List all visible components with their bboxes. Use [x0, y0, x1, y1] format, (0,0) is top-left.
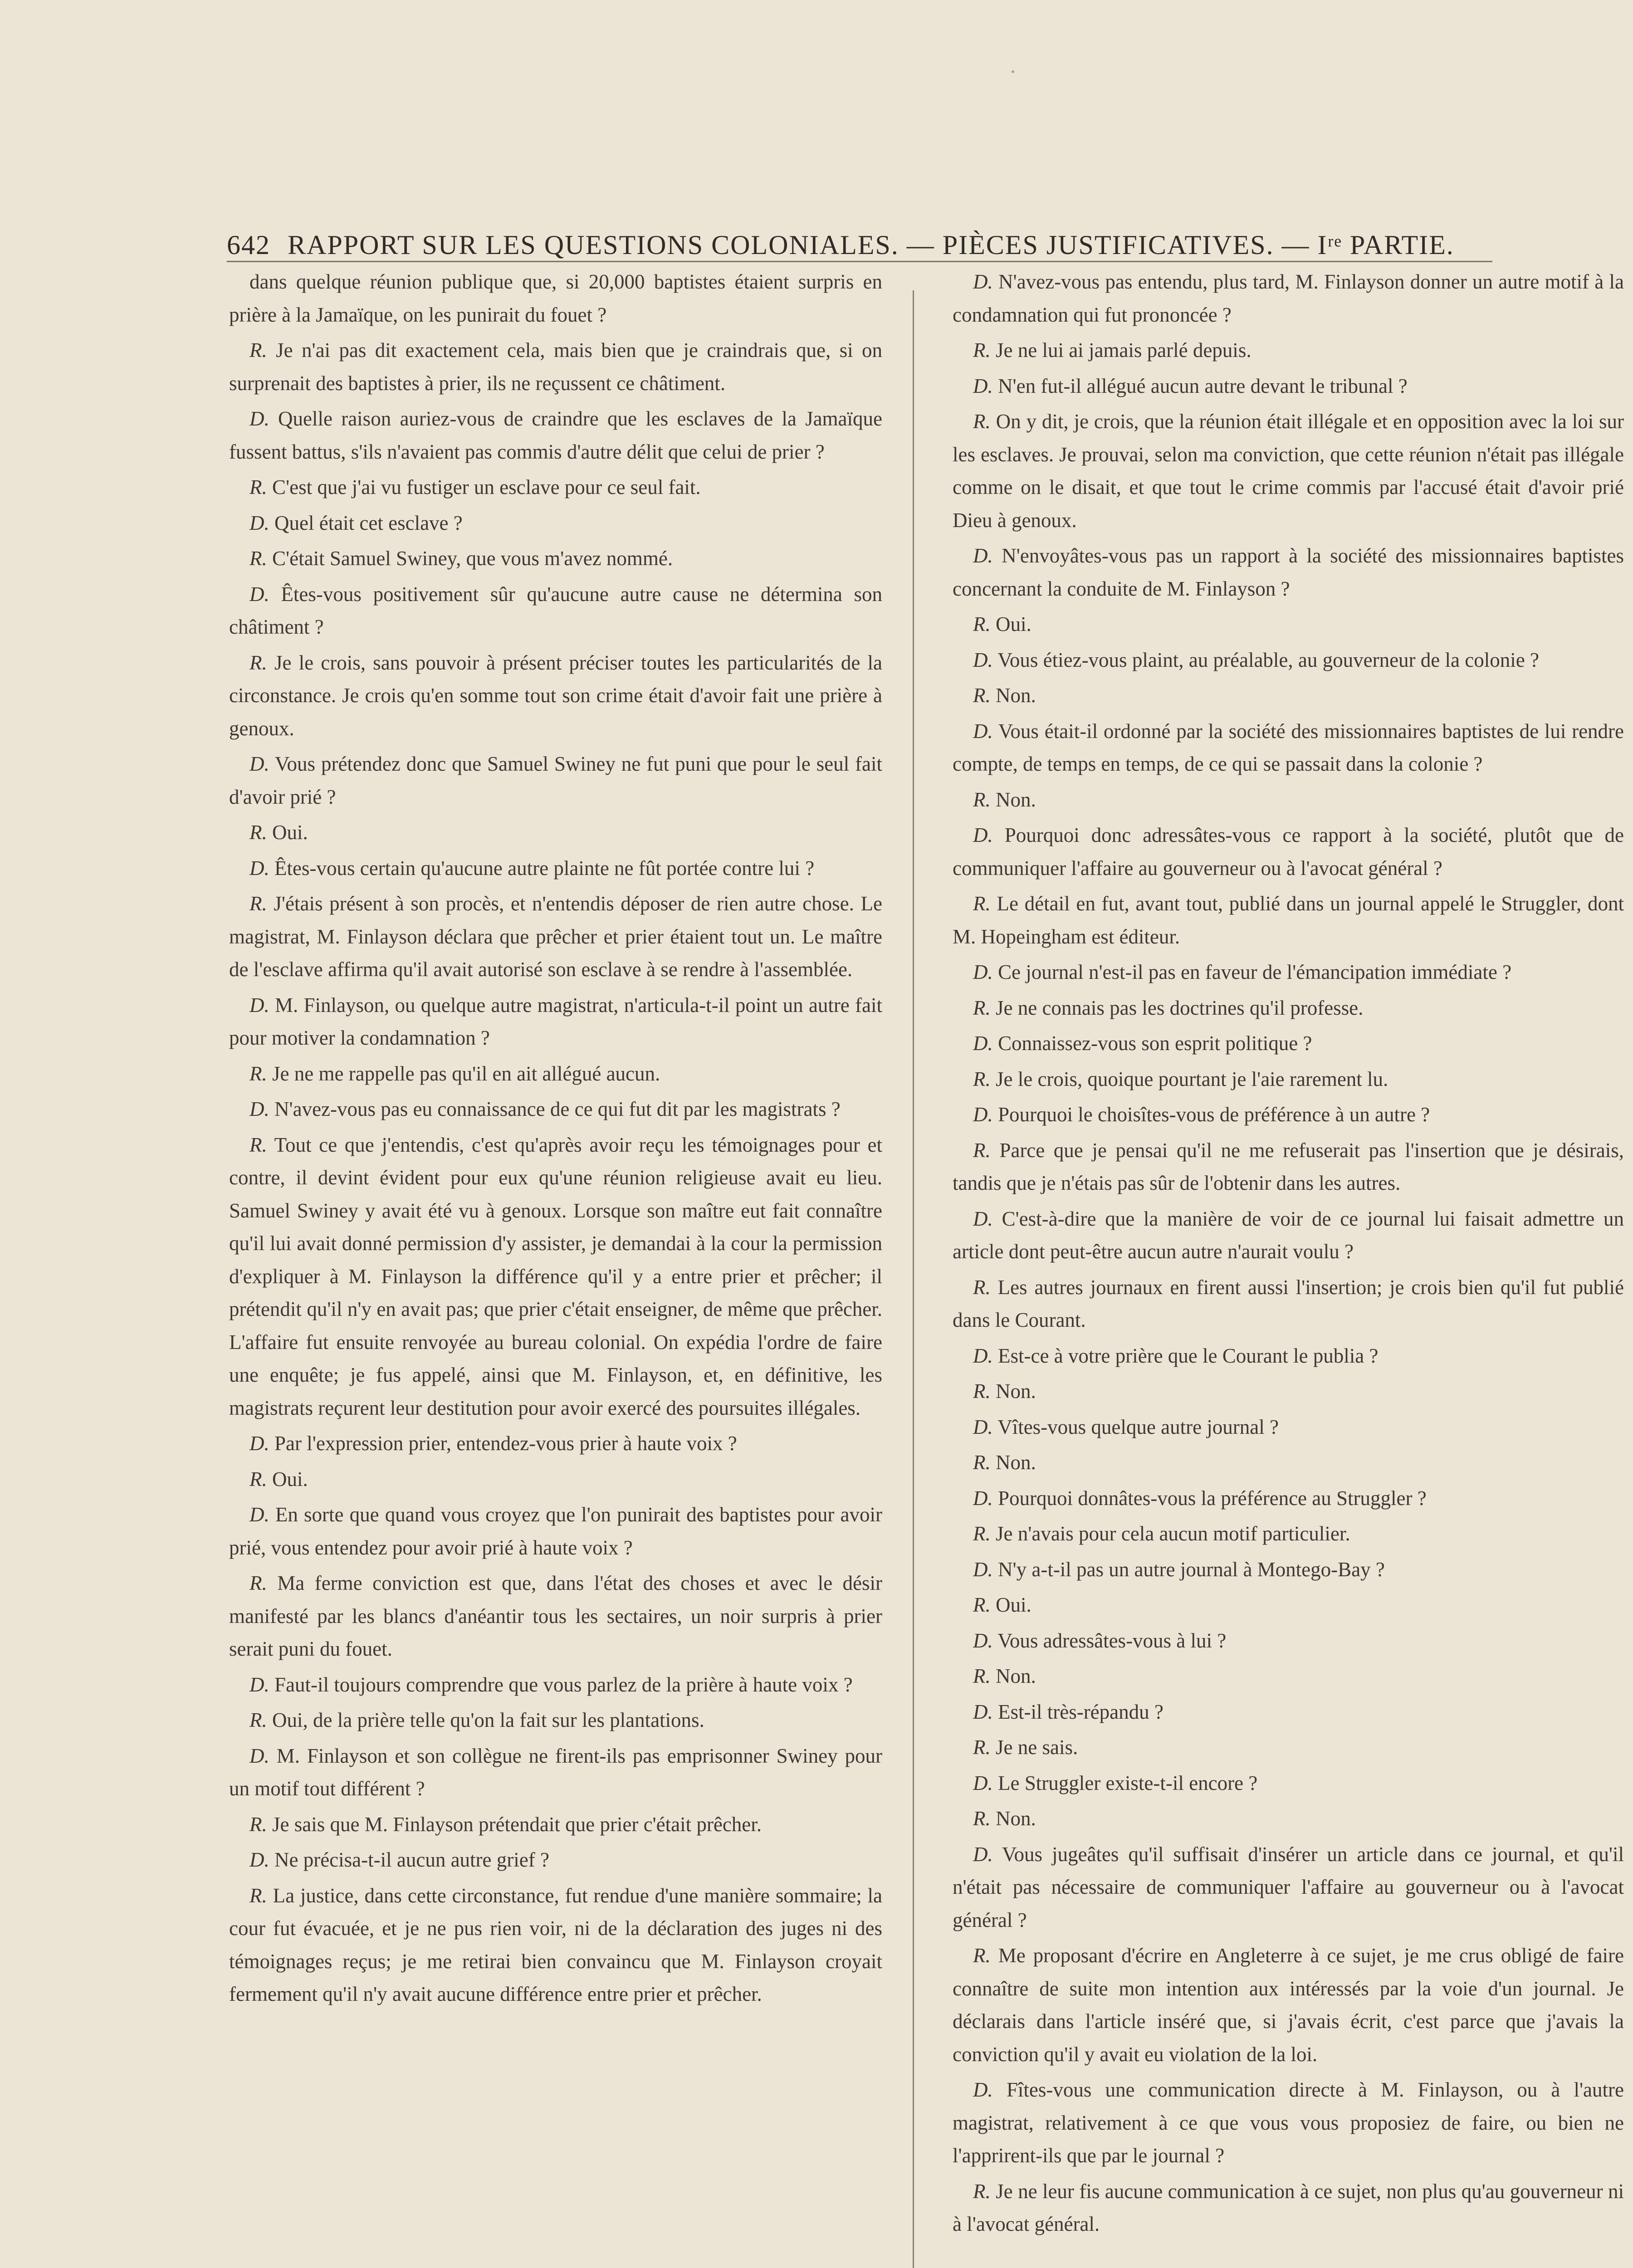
dialogue-paragraph [953, 956, 1624, 989]
speaker-label: D. [249, 582, 269, 606]
speaker-label: R. [973, 684, 991, 707]
paragraph-text: Tout ce que j'entendis, c'est qu'après avoir reçu les témoignages pour et contre, il devint évident pour eux qu'une réunion religieuse avait eu lieu. Samuel Swiney y avait été vu à genoux. Lorsque son maître eut fait connaître qu'il lui avait donné permission d'y assister, je demandai à la cour la permission d'expliquer à M. Finlayson la différence qu'il y a entre prier et prêcher; il prétendit qu'il n'y en avait pas; que prier c'était enseigner, de même que prêcher. L'affaire fut ensuite renvoyée au bureau colonial. On expédia l'ordre de faire une enquête; je fus appelé, ainsi que M. Finlayson, et, en définitive, les magistrats reçurent leur destitution pour avoir exercé des poursuites illégales. [229, 1133, 882, 1419]
dialogue-paragraph [229, 1093, 882, 1126]
dialogue-paragraph [229, 887, 882, 986]
paragraph-text: Vous étiez-vous plaint, au préalable, au gouverneur de la colonie ? [997, 648, 1539, 671]
dialogue-paragraph [953, 1339, 1624, 1373]
dialogue-paragraph [953, 405, 1624, 537]
speaker-label: D. [249, 753, 269, 775]
speaker-label: R. [973, 1593, 991, 1616]
speaker-label: D. [973, 1103, 993, 1126]
dialogue-paragraph [953, 1134, 1624, 1200]
speaker-label: R. [249, 547, 267, 570]
dialogue-paragraph [953, 334, 1624, 367]
paragraph-text: N'envoyâtes-vous pas un rapport à la société des missionnaires baptistes concernant la conduite de M. Finlayson ? [953, 544, 1624, 600]
speaker-label: R. [973, 1067, 991, 1090]
dialogue-paragraph [953, 1098, 1624, 1131]
speaker-label: D. [973, 648, 993, 671]
dialogue-paragraph [229, 1668, 882, 1701]
paragraph-text: Je ne leur fis aucune communication à ce sujet, non plus qu'au gouverneur ni à l'avocat général. [953, 2180, 1624, 2235]
dialogue-paragraph [953, 608, 1624, 641]
dialogue-paragraph [229, 1057, 882, 1090]
speaker-label: R. [973, 1736, 991, 1759]
dialogue-paragraph [229, 852, 882, 885]
dialogue-paragraph [229, 334, 882, 400]
speaker-label: D. [973, 719, 993, 743]
speaker-label: D. [973, 1629, 993, 1652]
paragraph-text: Parce que je pensai qu'il ne me refuserait pas l'insertion que je désirais, tandis que je n'étais pas sûr de l'obtenir dans les autres. [953, 1139, 1624, 1194]
paragraph-text: Oui. [272, 1467, 308, 1491]
speaker-label: R. [973, 1522, 991, 1545]
dialogue-paragraph [953, 1939, 1624, 2071]
dialogue-paragraph [229, 578, 882, 644]
paragraph-text: Non. [996, 1665, 1036, 1687]
dialogue-paragraph [953, 1517, 1624, 1550]
speaker-label: R. [973, 410, 991, 433]
dialogue-paragraph [229, 1740, 882, 1805]
speaker-label: D. [249, 1744, 269, 1767]
dialogue-paragraph [229, 1498, 882, 1564]
paragraph-text: Ne précisa-t-il aucun autre grief ? [274, 1848, 549, 1871]
paragraph-text: C'était Samuel Swiney, que vous m'avez nommé. [272, 547, 673, 570]
paragraph-text: La justice, dans cette circonstance, fut rendue d'une manière sommaire; la cour fut évacuée, et je ne pus rien voir, ni de la déclaration des juges ni des témoignages reçus; je me retirai bien convaincu que M. Finlayson croyait fermement qu'il n'y avait aucune différence entre prier et prêcher. [229, 1884, 883, 2005]
paragraph-text: Pourquoi donnâtes-vous la préférence au Struggler ? [998, 1486, 1427, 1510]
speaker-label: D. [249, 856, 269, 880]
dialogue-paragraph [953, 644, 1624, 677]
paragraph-text: C'est-à-dire que la manière de voir de ce journal lui faisait admettre un article dont peut-être aucun autre n'aurait voulu ? [953, 1207, 1624, 1263]
speaker-label: R. [973, 1665, 991, 1687]
speaker-label: D. [249, 993, 269, 1017]
speaker-label: D. [973, 961, 993, 983]
dialogue-paragraph [229, 1704, 882, 1737]
speaker-label: R. [249, 1813, 267, 1836]
dialogue-paragraph [229, 1129, 882, 1425]
paragraph-text: Le Struggler existe-t-il encore ? [998, 1771, 1258, 1794]
paragraph-text: Oui. [996, 613, 1032, 635]
paragraph-text: Je ne sais. [996, 1736, 1078, 1759]
dialogue-paragraph [229, 542, 882, 575]
dialogue-paragraph [229, 1427, 882, 1460]
paragraph-text: Je le crois, sans pouvoir à présent préciser toutes les particularités de la circonstance. Je crois qu'en somme tout son crime était d'avoir fait une prière à genoux. [229, 651, 882, 740]
paragraph-text: Vous était-il ordonné par la société des missionnaires baptistes de lui rendre compte, de temps en temps, de ce qui se passait dans la colonie ? [953, 719, 1624, 775]
speaker-label: R. [973, 1451, 991, 1474]
speaker-label: R. [249, 1884, 267, 1907]
dialogue-paragraph [953, 539, 1624, 605]
speaker-label: D. [249, 1673, 269, 1696]
speaker-label: D. [973, 1032, 993, 1055]
paragraph-text: Non. [996, 1807, 1036, 1830]
speaker-label: D. [249, 1848, 269, 1871]
dialogue-paragraph [953, 1838, 1624, 1937]
paragraph-text: Je ne connais pas les doctrines qu'il professe. [996, 996, 1364, 1019]
dialogue-paragraph [953, 1375, 1624, 1408]
paragraph-text: Pourquoi le choisîtes-vous de préférence à un autre ? [998, 1103, 1430, 1126]
speaker-label: D. [973, 1486, 993, 1510]
dialogue-paragraph [953, 783, 1624, 816]
paragraph-text: Le détail en fut, avant tout, publié dans un journal appelé le Struggler, dont M. Hopeingham est éditeur. [953, 892, 1624, 948]
dialogue-paragraph [953, 265, 1624, 331]
speaker-label: D. [249, 511, 269, 534]
dialogue-paragraph [229, 1463, 882, 1496]
paragraph-text: Êtes-vous certain qu'aucune autre plainte ne fût portée contre lui ? [274, 856, 815, 880]
dialogue-paragraph [953, 679, 1624, 712]
paragraph-text: Non. [996, 1380, 1036, 1403]
dialogue-paragraph [229, 471, 882, 504]
paragraph-text: J'étais présent à son procès, et n'entendis déposer de rien autre chose. Le magistrat, M. Finlayson déclara que prêcher et prier étaient tout un. Le maître de l'esclave affirma qu'il avait autorisé son esclave à se rendre à l'assemblée. [229, 892, 882, 981]
paragraph-text: M. Finlayson et son collègue ne firent-ils pas emprisonner Swiney pour un motif tout différent ? [229, 1744, 882, 1800]
paragraph-text: dans quelque réunion publique que, si 20,000 baptistes étaient surpris en prière à la Jamaïque, on les punirait du fouet ? [229, 270, 882, 326]
paragraph-text: Non. [996, 684, 1036, 707]
speaker-label: D. [973, 1771, 993, 1794]
speaker-label: R. [973, 1380, 991, 1403]
paragraph-text: Je ne lui ai jamais parlé depuis. [996, 339, 1252, 362]
dialogue-paragraph [953, 2073, 1624, 2172]
speaker-label: R. [249, 1572, 267, 1594]
paragraph-text: Quel était cet esclave ? [274, 511, 463, 534]
paragraph-text: Les autres journaux en firent aussi l'insertion; je crois bien qu'il fut publié dans le Courant. [953, 1276, 1624, 1331]
dialogue-paragraph [229, 507, 882, 540]
speaker-label: R. [973, 788, 991, 811]
paragraph-text: Connaissez-vous son esprit politique ? [998, 1032, 1312, 1055]
paragraph-text: N'avez-vous pas eu connaissance de ce qui fut dit par les magistrats ? [274, 1098, 841, 1120]
paragraph-text: Fîtes-vous une communication directe à M. Finlayson, ou à l'autre magistrat, relativement à ce que vous vous proposiez de faire, ou bien ne l'apprirent-ils que par le journal ? [953, 2078, 1624, 2167]
paragraph-text: Faut-il toujours comprendre que vous parlez de la prière à haute voix ? [274, 1673, 853, 1696]
paragraph-text: Vous prétendez donc que Samuel Swiney ne fut puni que pour le seul fait d'avoir prié ? [229, 753, 882, 808]
speaker-label: D. [249, 1098, 269, 1120]
speaker-label: D. [973, 1700, 993, 1723]
paragraph-text: Pourquoi donc adressâtes-vous ce rapport à la société, plutôt que de communiquer l'affaire au gouverneur ou à l'avocat général ? [953, 824, 1624, 880]
running-head [227, 229, 1492, 262]
dialogue-paragraph [229, 402, 882, 468]
dialogue-paragraph [953, 1446, 1624, 1479]
dialogue-paragraph [953, 1027, 1624, 1060]
dialogue-paragraph [953, 715, 1624, 781]
running-title: RAPPORT SUR LES QUESTIONS COLONIALES. — PIÈCES JUSTIFICATIVES. — Iʳᵉ PARTIE. [288, 230, 1454, 260]
speaker-label: R. [249, 1709, 267, 1731]
dialogue-paragraph [953, 1660, 1624, 1693]
speaker-label: R. [249, 339, 267, 362]
paragraph-text: Je le crois, quoique pourtant je l'aie rarement lu. [996, 1067, 1389, 1090]
paragraph-text: Êtes-vous positivement sûr qu'aucune autre cause ne détermina son châtiment ? [229, 582, 883, 638]
speaker-label: D. [973, 1344, 993, 1367]
speaker-label: R. [249, 1062, 267, 1085]
dialogue-paragraph [953, 1696, 1624, 1729]
page-number: 642 [227, 230, 270, 260]
speaker-label: D. [973, 2078, 993, 2101]
paragraph-text: Vous jugeâtes qu'il suffisait d'insérer un article dans ce journal, et qu'il n'était pas nécessaire de communiquer l'affaire au gouverneur ou à l'avocat général ? [953, 1843, 1624, 1931]
speaker-label: R. [973, 339, 991, 362]
paragraph-text: Je sais que M. Finlayson prétendait que prier c'était prêcher. [272, 1813, 762, 1836]
dialogue-paragraph [229, 1808, 882, 1841]
paragraph-text: C'est que j'ai vu fustiger un esclave pour ce seul fait. [272, 476, 701, 499]
speaker-label: R. [249, 651, 267, 674]
paragraph-text: On y dit, je crois, que la réunion était illégale et en opposition avec la loi sur les esclaves. Je prouvai, selon ma conviction, que cette réunion n'était pas illégale comme on le disait, et que tout le crime commis par l'accusé était d'avoir prié Dieu à genoux. [953, 410, 1624, 532]
paragraph-text: Vîtes-vous quelque autre journal ? [997, 1415, 1279, 1438]
paragraph-text: Non. [996, 788, 1036, 811]
right-column [953, 265, 1624, 2244]
paragraph-text: N'en fut-il allégué aucun autre devant le tribunal ? [998, 374, 1408, 397]
paragraph-text: Non. [996, 1451, 1036, 1474]
speaker-label: R. [973, 1944, 991, 1967]
dialogue-paragraph [953, 1411, 1624, 1444]
left-column [229, 265, 882, 2014]
paper-speck [1012, 70, 1014, 73]
paragraph-text: En sorte que quand vous croyez que l'on punirait des baptistes pour avoir prié, vous entendez pour avoir prié à haute voix ? [229, 1503, 882, 1559]
dialogue-paragraph [229, 1879, 882, 2011]
dialogue-paragraph [953, 1624, 1624, 1657]
dialogue-paragraph [229, 816, 882, 849]
speaker-label: R. [249, 1133, 267, 1156]
speaker-label: D. [249, 1432, 269, 1455]
paragraph-text: Est-ce à votre prière que le Courant le publia ? [998, 1344, 1379, 1367]
paragraph-text: Vous adressâtes-vous à lui ? [997, 1629, 1227, 1652]
dialogue-paragraph [229, 646, 882, 745]
speaker-label: D. [249, 407, 269, 430]
speaker-label: D. [973, 1207, 993, 1230]
paragraph-text: Oui. [996, 1593, 1032, 1616]
dialogue-paragraph [953, 1063, 1624, 1096]
paragraph-text: Est-il très-répandu ? [998, 1700, 1164, 1723]
paragraph-text: M. Finlayson, ou quelque autre magistrat, n'articula-t-il point un autre fait pour motiver la condamnation ? [229, 993, 882, 1049]
paragraph-text: N'y a-t-il pas un autre journal à Montego-Bay ? [998, 1558, 1385, 1581]
dialogue-paragraph [953, 992, 1624, 1025]
paragraph-text: N'avez-vous pas entendu, plus tard, M. Finlayson donner un autre motif à la condamnation qui fut prononcée ? [953, 270, 1624, 326]
dialogue-paragraph [229, 1567, 882, 1666]
paragraph-text: Ce journal n'est-il pas en faveur de l'émancipation immédiate ? [998, 961, 1512, 983]
speaker-label: R. [973, 996, 991, 1019]
dialogue-paragraph [953, 370, 1624, 403]
dialogue-paragraph [229, 265, 882, 331]
paragraph-text: Je n'ai pas dit exactement cela, mais bien que je craindrais que, si on surprenait des baptistes à prier, ils ne reçussent ce châtiment. [229, 339, 883, 395]
dialogue-paragraph [953, 1202, 1624, 1268]
speaker-label: R. [973, 2180, 991, 2203]
paragraph-text: Oui. [272, 821, 308, 844]
dialogue-paragraph [953, 1482, 1624, 1515]
speaker-label: D. [973, 1558, 993, 1581]
paragraph-text: Oui, de la prière telle qu'on la fait sur les plantations. [272, 1709, 704, 1731]
speaker-label: R. [249, 892, 267, 915]
dialogue-paragraph [953, 819, 1624, 885]
speaker-label: R. [973, 1276, 991, 1299]
speaker-label: R. [249, 1467, 267, 1491]
dialogue-paragraph [953, 2175, 1624, 2241]
speaker-label: R. [973, 613, 991, 635]
speaker-label: D. [973, 824, 993, 846]
paragraph-text: Je n'avais pour cela aucun motif particulier. [996, 1522, 1350, 1545]
paragraph-text: Par l'expression prier, entendez-vous prier à haute voix ? [274, 1432, 737, 1455]
dialogue-paragraph [229, 748, 882, 813]
speaker-label: D. [973, 1843, 993, 1866]
speaker-label: D. [973, 270, 993, 293]
speaker-label: R. [973, 892, 991, 915]
dialogue-paragraph [953, 1802, 1624, 1835]
speaker-label: R. [973, 1139, 991, 1162]
paragraph-text: Je ne me rappelle pas qu'il en ait allégué aucun. [272, 1062, 660, 1085]
column-divider [913, 290, 914, 2268]
speaker-label: D. [249, 1503, 269, 1526]
speaker-label: R. [973, 1807, 991, 1830]
dialogue-paragraph [953, 1767, 1624, 1800]
paragraph-text: Quelle raison auriez-vous de craindre que les esclaves de la Jamaïque fussent battus, s'ils n'avaient pas commis d'autre délit que celui de prier ? [229, 407, 883, 463]
dialogue-paragraph [229, 1843, 882, 1877]
dialogue-paragraph [953, 887, 1624, 953]
speaker-label: D. [973, 1415, 993, 1438]
paragraph-text: Ma ferme conviction est que, dans l'état des choses et avec le désir manifesté par les blancs d'anéantir tous les sectaires, un noir surpris à prier serait puni du fouet. [229, 1572, 883, 1660]
dialogue-paragraph [953, 1271, 1624, 1337]
speaker-label: D. [973, 374, 993, 397]
paragraph-text: Me proposant d'écrire en Angleterre à ce sujet, je me crus obligé de faire connaître de suite mon intention aux intéressés par la voie d'un journal. Je déclarais dans l'article inséré que, si j'avais écrit, c'est parce que j'avais la conviction qu'il y avait eu violation de la loi. [953, 1944, 1624, 2066]
dialogue-paragraph [953, 1553, 1624, 1586]
dialogue-paragraph [229, 989, 882, 1055]
speaker-label: R. [249, 821, 267, 844]
speaker-label: D. [973, 544, 993, 567]
dialogue-paragraph [953, 1731, 1624, 1764]
speaker-label: R. [249, 476, 267, 499]
dialogue-paragraph [953, 1589, 1624, 1622]
